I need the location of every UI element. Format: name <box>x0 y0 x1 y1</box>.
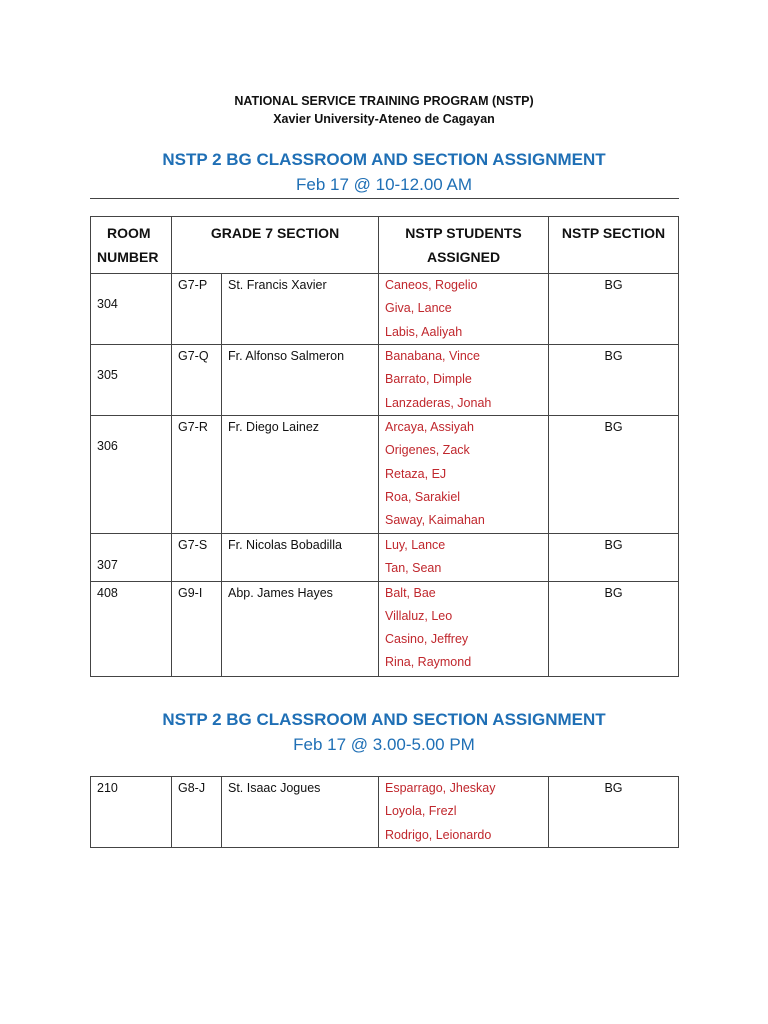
student-name: Tan, Sean <box>385 561 442 576</box>
students-list <box>379 274 549 345</box>
grade-code: G7-R <box>172 416 222 534</box>
student-name: Arcaya, Assiyah <box>385 420 474 434</box>
room-number: 210 <box>91 777 172 848</box>
grade-section-name: Fr. Nicolas Bobadilla <box>222 534 379 582</box>
student-name: Casino, Jeffrey <box>385 632 469 647</box>
student-name: Banabana, Vince <box>385 349 481 363</box>
header-nstp-section: NSTP SECTION <box>549 217 679 274</box>
table-row <box>91 534 679 582</box>
assignment-table-1 <box>90 216 679 677</box>
student-name: Rina, Raymond <box>385 655 472 670</box>
grade-code: G9-I <box>172 581 222 676</box>
table-row <box>91 416 679 534</box>
nstp-section: BG <box>549 416 679 534</box>
nstp-section: BG <box>549 534 679 582</box>
table-row <box>91 345 679 416</box>
header-room: ROOM NUMBER <box>91 217 172 274</box>
nstp-section: BG <box>549 777 679 848</box>
student-name: Loyola, Frezl <box>385 804 457 819</box>
student-name: Esparrago, Jheskay <box>385 781 496 795</box>
grade-section-name: St. Isaac Jogues <box>222 777 379 848</box>
grade-code: G7-Q <box>172 345 222 416</box>
students-list <box>379 345 549 416</box>
section1-subtitle: Feb 17 @ 10-12.00 AM <box>295 175 473 194</box>
students-list <box>379 581 549 676</box>
nstp-section: BG <box>549 345 679 416</box>
grade-code: G7-S <box>172 534 222 582</box>
student-name: Retaza, EJ <box>385 466 447 481</box>
grade-section-name: Fr. Diego Lainez <box>222 416 379 534</box>
grade-section-name: Abp. James Hayes <box>222 581 379 676</box>
grade-code: G7-P <box>172 274 222 345</box>
assignment-table-2 <box>90 776 679 848</box>
table-row <box>91 581 679 676</box>
student-name: Origenes, Zack <box>385 443 470 458</box>
nstp-section: BG <box>549 581 679 676</box>
student-name: Barrato, Dimple <box>385 372 472 387</box>
section2-subtitle: Feb 17 @ 3.00-5.00 PM <box>293 735 475 754</box>
student-name: Caneos, Rogelio <box>385 278 478 292</box>
grade-section-name: St. Francis Xavier <box>222 274 379 345</box>
divider <box>90 198 679 199</box>
student-name: Saway, Kaimahan <box>385 513 485 528</box>
section1-title: NSTP 2 BG CLASSROOM AND SECTION ASSIGNMENT <box>162 150 606 169</box>
university-name: Xavier University-Ateneo de Cagayan <box>273 112 495 126</box>
students-list <box>379 416 549 534</box>
students-list <box>379 534 549 582</box>
room-number: 304 <box>91 274 172 345</box>
student-name: Giva, Lance <box>385 301 452 316</box>
nstp-section: BG <box>549 274 679 345</box>
grade-code: G8-J <box>172 777 222 848</box>
program-name: NATIONAL SERVICE TRAINING PROGRAM (NSTP) <box>234 94 534 108</box>
grade-section-name: Fr. Alfonso Salmeron <box>222 345 379 416</box>
student-name: Lanzaderas, Jonah <box>385 395 492 410</box>
room-number: 305 <box>91 345 172 416</box>
room-number: 307 <box>91 534 172 582</box>
student-name: Luy, Lance <box>385 538 446 552</box>
table-header-row <box>91 217 679 274</box>
table-row <box>91 274 679 345</box>
table-row <box>91 777 679 848</box>
section2-title: NSTP 2 BG CLASSROOM AND SECTION ASSIGNMENT <box>162 710 606 729</box>
header-grade-section: GRADE 7 SECTION <box>172 217 379 274</box>
student-name: Roa, Sarakiel <box>385 489 461 504</box>
student-name: Labis, Aaliyah <box>385 324 463 339</box>
room-number: 306 <box>91 416 172 534</box>
student-name: Villaluz, Leo <box>385 608 453 623</box>
room-number: 408 <box>91 581 172 676</box>
student-name: Balt, Bae <box>385 585 436 600</box>
header-students: NSTP STUDENTS ASSIGNED <box>379 217 549 274</box>
students-list <box>379 777 549 848</box>
student-name: Rodrigo, Leionardo <box>385 827 492 842</box>
